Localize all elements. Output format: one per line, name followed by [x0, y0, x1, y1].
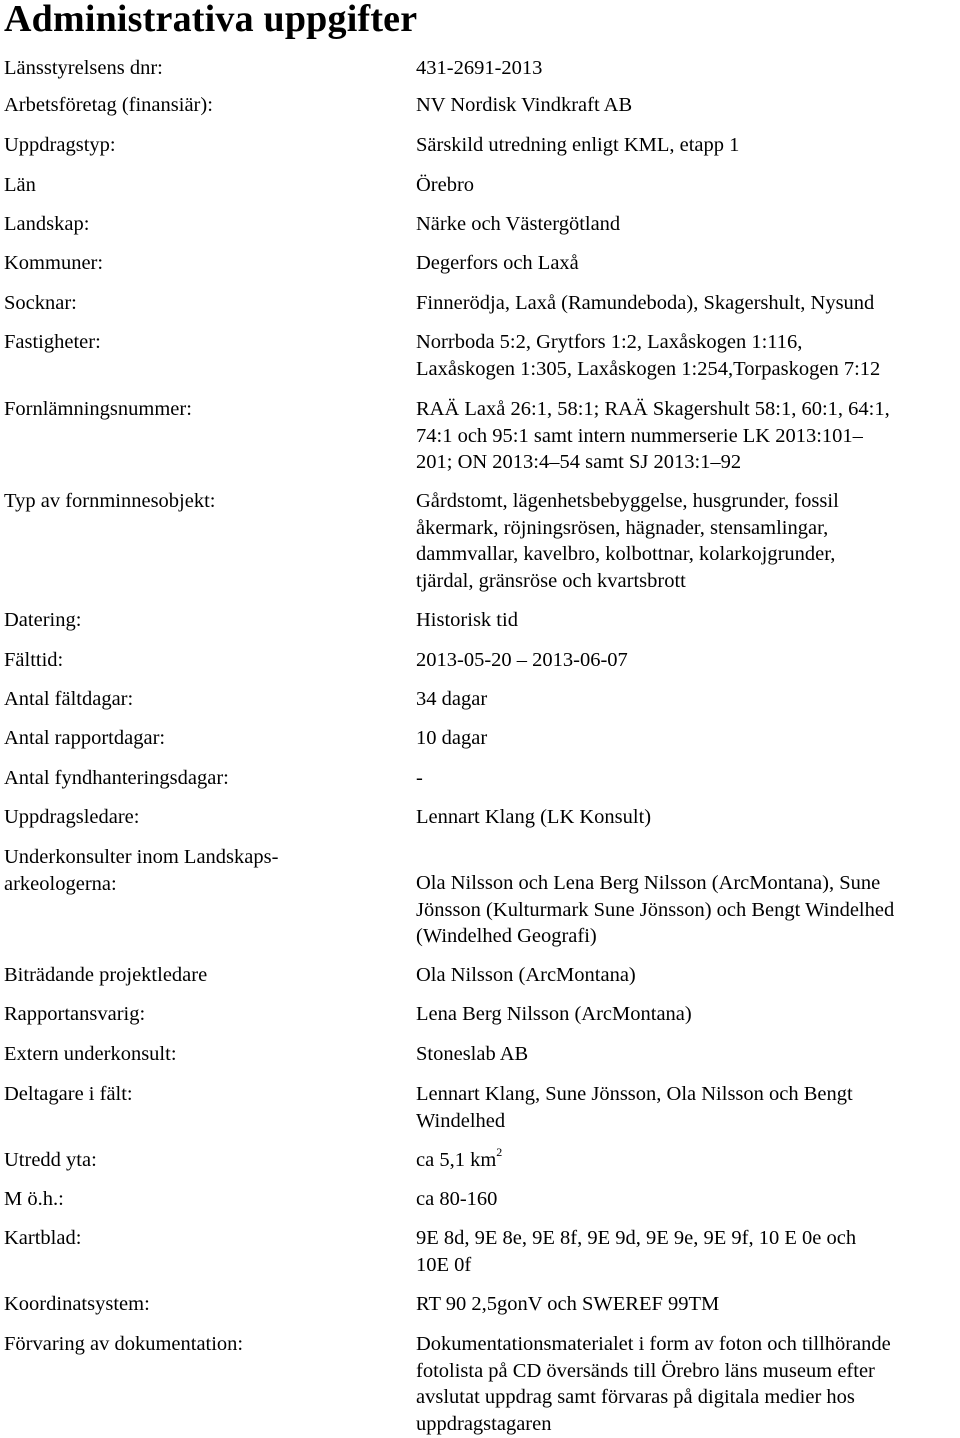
area-value: ca 5,1 km: [416, 1149, 497, 1171]
field-label: Arbetsföretag (finansiär):: [4, 94, 213, 116]
field-value: Ola Nilsson (ArcMontana): [416, 964, 636, 986]
field-value: [416, 1147, 502, 1174]
field-value: Särskild utredning enligt KML, etapp 1: [416, 134, 740, 156]
field-value-line: fotolista på CD översänds till Örebro läns museum efter: [416, 1359, 875, 1382]
field-label: Landskap:: [4, 213, 90, 235]
field-value-line: 9E 8d, 9E 8e, 9E 8f, 9E 9d, 9E 9e, 9E 9f, 10 E 0e och: [416, 1227, 857, 1249]
field-value: [416, 1081, 853, 1134]
field-value: ca 80-160: [416, 1188, 498, 1210]
field-value-line: Jönsson (Kulturmark Sune Jönsson) och Bengt Windelhed: [416, 898, 895, 921]
field-value: -: [416, 767, 423, 789]
field-value: 431-2691-2013: [416, 57, 543, 79]
field-label: Socknar:: [4, 292, 77, 314]
field-label: Koordinatsystem:: [4, 1293, 150, 1315]
field-value-line: uppdragstagaren: [416, 1412, 552, 1435]
field-label: Rapportansvarig:: [4, 1003, 146, 1025]
field-value: 34 dagar: [416, 688, 488, 710]
field-value-line: Dokumentationsmaterialet i form av foton och tillhörande: [416, 1333, 891, 1355]
field-label: Kommuner:: [4, 252, 104, 274]
field-value-line: Lennart Klang, Sune Jönsson, Ola Nilsson och Bengt: [416, 1083, 853, 1105]
field-label: Typ av fornminnesobjekt:: [4, 490, 216, 512]
field-label: Utredd yta:: [4, 1149, 97, 1171]
field-value-line: 10E 0f: [416, 1253, 472, 1276]
field-label: M ö.h.:: [4, 1188, 64, 1210]
field-value: Historisk tid: [416, 609, 518, 631]
field-value-line: Laxåskogen 1:305, Laxåskogen 1:254,Torpaskogen 7:12: [416, 357, 881, 380]
field-value: NV Nordisk Vindkraft AB: [416, 94, 633, 116]
field-label-line: Underkonsulter inom Landskaps-: [4, 846, 279, 868]
field-value: [416, 870, 894, 950]
field-label: Förvaring av dokumentation:: [4, 1333, 244, 1355]
field-value: Finnerödja, Laxå (Ramundeboda), Skagershult, Nysund: [416, 292, 875, 314]
page-title: Administrativa uppgifter: [4, 0, 418, 40]
field-value: [416, 1331, 891, 1437]
field-value-line: Ola Nilsson och Lena Berg Nilsson (ArcMontana), Sune: [416, 872, 881, 894]
field-value-line: Norrboda 5:2, Grytfors 1:2, Laxåskogen 1:116,: [416, 331, 803, 353]
field-value: Närke och Västergötland: [416, 213, 621, 235]
field-value-line: tjärdal, gränsröse och kvartsbrott: [416, 569, 686, 592]
field-value: [416, 488, 839, 594]
area-superscript: 2: [496, 1145, 503, 1160]
field-value: [416, 396, 890, 476]
field-label: Kartblad:: [4, 1227, 82, 1249]
field-value-line: (Windelhed Geografi): [416, 925, 597, 947]
field-label: Antal fältdagar:: [4, 688, 134, 710]
field-label: Fornlämningsnummer:: [4, 398, 192, 420]
field-label: Uppdragstyp:: [4, 134, 116, 156]
field-value: Degerfors och Laxå: [416, 252, 579, 274]
field-value: Lena Berg Nilsson (ArcMontana): [416, 1003, 692, 1025]
field-label: Antal rapportdagar:: [4, 727, 166, 749]
field-label-line: arkeologerna:: [4, 872, 117, 895]
field-value: Lennart Klang (LK Konsult): [416, 806, 652, 828]
field-value: RT 90 2,5gonV och SWEREF 99TM: [416, 1293, 720, 1315]
field-value: [416, 329, 880, 382]
field-label: [4, 844, 278, 897]
field-value: Örebro: [416, 174, 475, 196]
field-label: Datering:: [4, 609, 82, 631]
field-label: Biträdande projektledare: [4, 964, 208, 986]
field-label: Deltagare i fält:: [4, 1083, 133, 1105]
field-value-line: avslutat uppdrag samt förvaras på digitala medier hos: [416, 1386, 855, 1408]
field-value-line: Gårdstomt, lägenhetsbebyggelse, husgrunder, fossil: [416, 490, 839, 512]
field-value-line: dammvallar, kavelbro, kolbottnar, kolarkojgrunder,: [416, 543, 836, 565]
field-value: Stoneslab AB: [416, 1043, 529, 1065]
field-value: [416, 1225, 856, 1278]
field-value-line: RAÄ Laxå 26:1, 58:1; RAÄ Skagershult 58:1, 60:1, 64:1,: [416, 398, 890, 420]
field-value-line: åkermark, röjningsrösen, hägnader, stensamlingar,: [416, 516, 829, 539]
field-value-line: 201; ON 2013:4–54 samt SJ 2013:1–92: [416, 451, 742, 473]
field-label: Länsstyrelsens dnr:: [4, 57, 163, 79]
field-label: Län: [4, 174, 36, 196]
field-value-line: Windelhed: [416, 1109, 506, 1132]
field-label: Fastigheter:: [4, 331, 101, 353]
field-value: 2013-05-20 – 2013-06-07: [416, 649, 628, 671]
field-label: Fälttid:: [4, 649, 64, 671]
field-label: Antal fyndhanteringsdagar:: [4, 767, 229, 789]
field-label: Extern underkonsult:: [4, 1043, 177, 1065]
field-value-line: 74:1 och 95:1 samt intern nummerserie LK 2013:101–: [416, 424, 863, 447]
field-label: Uppdragsledare:: [4, 806, 140, 828]
field-value: 10 dagar: [416, 727, 488, 749]
